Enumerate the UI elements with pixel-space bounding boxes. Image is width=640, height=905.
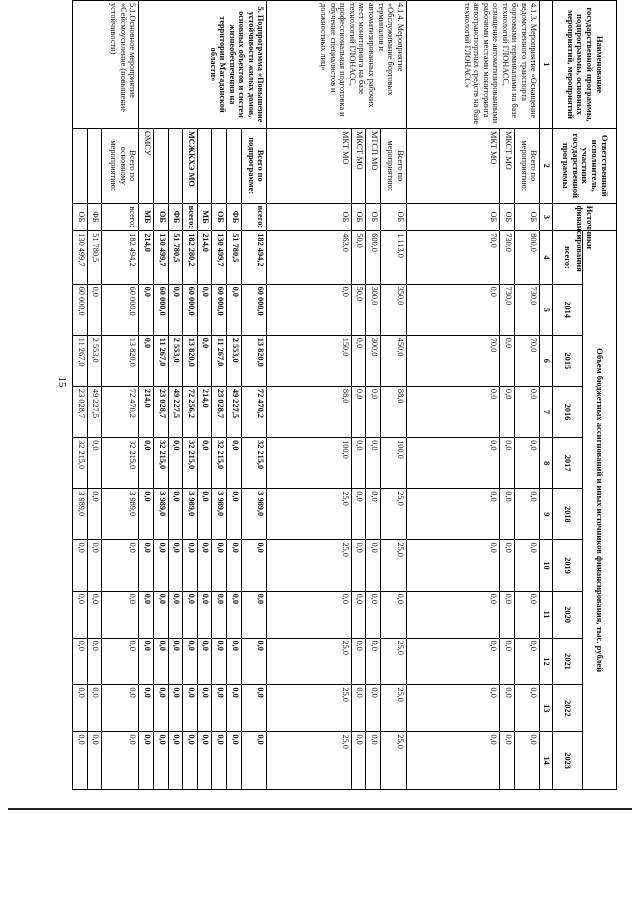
source-cell: ОБ — [406, 203, 499, 231]
header-year: 2021 — [553, 638, 583, 685]
value-cell: 0,0 — [73, 638, 88, 685]
value-cell: 0,0 — [366, 540, 381, 591]
col-number: 9 — [540, 489, 553, 540]
col-number: 10 — [540, 540, 553, 591]
value-cell: 3 989,0 — [73, 489, 88, 540]
value-cell: 32 215,0 — [241, 438, 267, 489]
value-cell: 0,0 — [168, 732, 183, 790]
col-number: 1 — [540, 1, 553, 129]
value-cell: 0,0 — [406, 386, 499, 437]
source-cell: ОБ — [267, 203, 351, 231]
value-cell: 13 820,0 — [102, 335, 139, 386]
header-year: 2022 — [553, 685, 583, 732]
value-cell: 130 499,7 — [153, 231, 168, 284]
value-cell: 0,0 — [514, 638, 540, 685]
value-cell: 25,0 — [267, 732, 351, 790]
value-cell: 730,0 — [514, 284, 540, 335]
executor-cell: МКСТ МО — [351, 128, 366, 203]
executor-cell: Всего по подпрограмме: — [241, 128, 267, 203]
executor-cell — [73, 128, 88, 203]
value-cell: 88,0 — [380, 386, 406, 437]
value-cell: 0,0 — [366, 685, 381, 732]
value-cell: 0,0 — [212, 685, 227, 732]
value-cell: 0,0 — [102, 591, 139, 638]
executor-cell — [212, 128, 227, 203]
value-cell: 70,0 — [406, 231, 499, 284]
source-cell: ОБ — [500, 203, 515, 231]
value-cell: 214,0 — [197, 231, 212, 284]
value-cell: 0,0 — [366, 489, 381, 540]
value-cell: 0,0 — [139, 489, 154, 540]
value-cell: 0,0 — [514, 540, 540, 591]
value-cell: 130 499,7 — [73, 231, 88, 284]
value-cell: 0,0 — [168, 438, 183, 489]
value-cell: 25,0 — [380, 540, 406, 591]
executor-cell: МКТ МО — [267, 128, 351, 203]
value-cell: 0,0 — [406, 284, 499, 335]
value-cell: 0,0 — [500, 335, 515, 386]
value-cell: 0,0 — [139, 732, 154, 790]
source-cell: всего: — [241, 203, 267, 231]
value-cell: 0,0 — [168, 638, 183, 685]
source-cell: ОБ — [212, 203, 227, 231]
value-cell: 0,0 — [168, 540, 183, 591]
table-row — [102, 1, 139, 790]
value-cell: 0,0 — [102, 540, 139, 591]
value-cell: 0,0 — [227, 638, 242, 685]
executor-cell: МТСП МО — [366, 128, 381, 203]
value-cell: 0,0 — [183, 732, 198, 790]
value-cell: 0,0 — [366, 591, 381, 638]
executor-cell: Всего по мероприятию: — [514, 128, 540, 203]
value-cell: 350,0 — [380, 284, 406, 335]
value-cell: 0,0 — [241, 540, 267, 591]
executor-cell: Всего по мероприятию: — [380, 128, 406, 203]
value-cell: 0,0 — [87, 540, 102, 591]
value-cell: 0,0 — [168, 685, 183, 732]
source-cell: ОБ — [351, 203, 366, 231]
value-cell: 11 267,0 — [73, 335, 88, 386]
value-cell: 182 494,2 — [241, 231, 267, 284]
value-cell: 0,0 — [197, 335, 212, 386]
value-cell: 0,0 — [73, 591, 88, 638]
divider-line — [8, 808, 632, 810]
value-cell: 23 028,7 — [73, 386, 88, 437]
value-cell: 0,0 — [153, 638, 168, 685]
value-cell: 0,0 — [139, 685, 154, 732]
col-number: 14 — [540, 732, 553, 790]
executor-cell — [87, 128, 102, 203]
col-number: 4 — [540, 231, 553, 284]
value-cell: 0,0 — [212, 540, 227, 591]
col-number: 5 — [540, 284, 553, 335]
value-cell: 13 820,0 — [241, 335, 267, 386]
value-cell: 0,0 — [73, 685, 88, 732]
value-cell: 0,0 — [197, 591, 212, 638]
value-cell: 0,0 — [102, 732, 139, 790]
value-cell: 730,0 — [500, 284, 515, 335]
value-cell: 49 227,5 — [168, 386, 183, 437]
value-cell: 0,0 — [351, 685, 366, 732]
value-cell: 0,0 — [102, 638, 139, 685]
value-cell: 0,0 — [241, 638, 267, 685]
value-cell: 130 499,7 — [212, 231, 227, 284]
value-cell: 60 000,0 — [183, 284, 198, 335]
executor-cell — [153, 128, 168, 203]
value-cell: 100,0 — [380, 438, 406, 489]
value-cell: 0,0 — [153, 591, 168, 638]
value-cell: 0,0 — [241, 591, 267, 638]
value-cell: 2 553,0 — [227, 335, 242, 386]
value-cell: 0,0 — [366, 638, 381, 685]
value-cell: 0,0 — [197, 489, 212, 540]
value-cell: 0,0 — [139, 638, 154, 685]
value-cell: 0,0 — [351, 438, 366, 489]
value-cell: 0,0 — [500, 732, 515, 790]
executor-cell: МСЖКХЭ МО — [183, 128, 198, 203]
value-cell: 3 989,0 — [241, 489, 267, 540]
value-cell: 0,0 — [241, 732, 267, 790]
value-cell: 3 989,0 — [102, 489, 139, 540]
value-cell: 0,0 — [406, 438, 499, 489]
value-cell: 730,0 — [500, 231, 515, 284]
value-cell: 32 215,0 — [73, 438, 88, 489]
program-name-cell: 4.1.3. Мероприятие «Оснащение ведомственного транспорта бортовыми терминалами на базе технологий ГЛОНАСС, оснащение автоматизированными рабочими местами мониторинга автотранспортных средств на базе технологий ГЛОНАСС» — [406, 1, 540, 129]
value-cell: 0,0 — [514, 591, 540, 638]
header-year: 2014 — [553, 284, 583, 335]
value-cell: 0,0 — [366, 438, 381, 489]
value-cell: 0,0 — [500, 685, 515, 732]
value-cell: 0,0 — [351, 489, 366, 540]
value-cell: 49 227,5 — [227, 386, 242, 437]
source-cell: ОБ — [153, 203, 168, 231]
value-cell: 300,0 — [366, 335, 381, 386]
value-cell: 463,0 — [267, 231, 351, 284]
value-cell: 0,0 — [406, 638, 499, 685]
header-total: всего: — [553, 231, 583, 284]
value-cell: 300,0 — [366, 284, 381, 335]
source-cell: МБ — [139, 203, 154, 231]
value-cell: 32 215,0 — [212, 438, 227, 489]
value-cell: 60 000,0 — [212, 284, 227, 335]
value-cell: 25,0 — [267, 685, 351, 732]
value-cell: 0,0 — [500, 591, 515, 638]
value-cell: 0,0 — [197, 284, 212, 335]
value-cell: 3 989,0 — [183, 489, 198, 540]
value-cell: 11 267,0 — [153, 335, 168, 386]
value-cell: 0,0 — [366, 386, 381, 437]
value-cell: 51 780,5 — [87, 231, 102, 284]
table-row — [514, 1, 540, 790]
program-name-cell: 5. Подпрограмма «Повышение устойчивости жилых домов, основных объектов и систем жизнеобеспечения на территории Магаданской области» — [139, 1, 267, 129]
value-cell: 0,0 — [212, 732, 227, 790]
value-cell: 0,0 — [500, 438, 515, 489]
value-cell: 50,0 — [351, 231, 366, 284]
value-cell: 70,0 — [514, 335, 540, 386]
value-cell: 0,0 — [500, 489, 515, 540]
value-cell: 0,0 — [168, 284, 183, 335]
value-cell: 0,0 — [168, 489, 183, 540]
value-cell: 49 227,5 — [87, 386, 102, 437]
value-cell: 0,0 — [406, 489, 499, 540]
value-cell: 0,0 — [153, 732, 168, 790]
value-cell: 0,0 — [212, 591, 227, 638]
source-cell: всего: — [102, 203, 139, 231]
value-cell: 0,0 — [351, 591, 366, 638]
value-cell: 2 553,0 — [87, 335, 102, 386]
value-cell: 214,0 — [139, 386, 154, 437]
value-cell: 0,0 — [227, 540, 242, 591]
executor-cell — [227, 128, 242, 203]
value-cell: 0,0 — [500, 386, 515, 437]
value-cell: 0,0 — [183, 685, 198, 732]
value-cell: 70,0 — [406, 335, 499, 386]
value-cell: 32 215,0 — [102, 438, 139, 489]
value-cell: 0,0 — [227, 284, 242, 335]
value-cell: 51 780,5 — [168, 231, 183, 284]
source-cell: всего: — [183, 203, 198, 231]
source-cell: ОБ — [366, 203, 381, 231]
value-cell: 0,0 — [267, 284, 351, 335]
value-cell: 25,0 — [380, 489, 406, 540]
value-cell: 2 553,0 — [168, 335, 183, 386]
value-cell: 0,0 — [87, 591, 102, 638]
value-cell: 182 494,2 — [102, 231, 139, 284]
col-number: 3 — [540, 203, 553, 231]
budget-table — [72, 0, 617, 790]
header-amounts: Объем бюджетных ассигнований и иных источников финансирования, тыс. рублей — [583, 231, 617, 790]
value-cell: 0,0 — [87, 732, 102, 790]
value-cell: 0,0 — [227, 685, 242, 732]
table-row — [241, 1, 267, 790]
col-number: 7 — [540, 386, 553, 437]
source-cell: ОБ — [73, 203, 88, 231]
value-cell: 0,0 — [514, 438, 540, 489]
value-cell: 25,0 — [380, 638, 406, 685]
value-cell: 60 000,0 — [73, 284, 88, 335]
source-cell: МБ — [197, 203, 212, 231]
value-cell: 0,0 — [73, 540, 88, 591]
value-cell: 0,0 — [267, 591, 351, 638]
value-cell: 0,0 — [87, 489, 102, 540]
value-cell: 0,0 — [197, 638, 212, 685]
value-cell: 50,0 — [351, 284, 366, 335]
value-cell: 72 470,2 — [102, 386, 139, 437]
value-cell: 214,0 — [139, 231, 154, 284]
header-year: 2023 — [553, 732, 583, 790]
value-cell: 0,0 — [87, 638, 102, 685]
value-cell: 88,0 — [267, 386, 351, 437]
value-cell: 0,0 — [241, 685, 267, 732]
value-cell: 25,0 — [267, 540, 351, 591]
source-cell: ОБ — [514, 203, 540, 231]
value-cell: 0,0 — [139, 540, 154, 591]
source-cell: ФБ — [227, 203, 242, 231]
value-cell: 0,0 — [500, 638, 515, 685]
value-cell: 0,0 — [139, 335, 154, 386]
col-number: 13 — [540, 685, 553, 732]
value-cell: 0,0 — [227, 591, 242, 638]
header-name: Наименование государственной программы, подпрограммы, основных мероприятий, мероприятий — [553, 1, 617, 129]
value-cell: 0,0 — [87, 284, 102, 335]
value-cell: 0,0 — [514, 386, 540, 437]
program-name-cell: 4.1.4. Мероприятие «Обслуживание бортовых терминалов и автоматизированных рабочих мест мониторинга на базе технологий ГЛОНАСС, профессиональная подготовка и обучение специалистов и должностных лиц» — [267, 1, 406, 129]
value-cell: 25,0 — [267, 489, 351, 540]
value-cell: 0,0 — [168, 591, 183, 638]
value-cell: 0,0 — [153, 540, 168, 591]
value-cell: 13 820,0 — [183, 335, 198, 386]
rotated-table-area — [72, 0, 617, 790]
value-cell: 0,0 — [139, 284, 154, 335]
value-cell: 0,0 — [227, 732, 242, 790]
value-cell: 51 780,5 — [227, 231, 242, 284]
executor-cell — [168, 128, 183, 203]
executor-cell: МКТ МО — [406, 128, 499, 203]
value-cell: 3 989,0 — [212, 489, 227, 540]
value-cell: 25,0 — [267, 638, 351, 685]
value-cell: 3 989,0 — [153, 489, 168, 540]
value-cell: 600,0 — [366, 231, 381, 284]
source-cell: ФБ — [87, 203, 102, 231]
value-cell: 11 267,0 — [212, 335, 227, 386]
executor-cell: МКСТ МО — [500, 128, 515, 203]
value-cell: 0,0 — [351, 540, 366, 591]
column-number-row — [540, 1, 553, 790]
value-cell: 0,0 — [197, 540, 212, 591]
col-number: 8 — [540, 438, 553, 489]
value-cell: 0,0 — [87, 438, 102, 489]
value-cell: 72 256,2 — [183, 386, 198, 437]
value-cell: 0,0 — [227, 489, 242, 540]
value-cell: 0,0 — [500, 540, 515, 591]
header-year: 2015 — [553, 335, 583, 386]
source-cell: ФБ — [168, 203, 183, 231]
value-cell: 0,0 — [351, 638, 366, 685]
value-cell: 0,0 — [366, 732, 381, 790]
program-name-cell: 5.1.Основное мероприятие «Сейсмоусиление (повышение устойчивости) — [73, 1, 139, 129]
value-cell: 0,0 — [183, 638, 198, 685]
source-cell: ОБ — [380, 203, 406, 231]
value-cell: 0,0 — [406, 732, 499, 790]
col-number: 6 — [540, 335, 553, 386]
executor-cell — [197, 128, 212, 203]
value-cell: 0,0 — [351, 335, 366, 386]
table-header — [540, 1, 617, 790]
value-cell: 0,0 — [406, 540, 499, 591]
col-number: 11 — [540, 591, 553, 638]
value-cell: 0,0 — [183, 540, 198, 591]
value-cell: 32 215,0 — [153, 438, 168, 489]
value-cell: 0,0 — [153, 685, 168, 732]
value-cell: 214,0 — [197, 386, 212, 437]
table-body — [73, 1, 540, 790]
header-year: 2018 — [553, 489, 583, 540]
value-cell: 0,0 — [351, 732, 366, 790]
page-number: 15 — [56, 376, 68, 388]
value-cell: 0,0 — [406, 591, 499, 638]
value-cell: 100,0 — [267, 438, 351, 489]
value-cell: 0,0 — [212, 638, 227, 685]
value-cell: 150,0 — [267, 335, 351, 386]
header-year: 2019 — [553, 540, 583, 591]
value-cell: 0,0 — [197, 438, 212, 489]
value-cell: 1 113,0 — [380, 231, 406, 284]
value-cell: 0,0 — [139, 591, 154, 638]
value-cell: 60 000,0 — [241, 284, 267, 335]
value-cell: 23 028,7 — [212, 386, 227, 437]
header-source: Источники финансирования — [553, 203, 617, 231]
executor-cell: Всего по основному мероприятию: — [102, 128, 139, 203]
header-executor: Ответственный исполнитель, участник государственной программы — [553, 128, 617, 203]
value-cell: 0,0 — [102, 685, 139, 732]
value-cell: 0,0 — [139, 438, 154, 489]
value-cell: 32 215,0 — [183, 438, 198, 489]
value-cell: 0,0 — [87, 685, 102, 732]
executor-cell: ОМСУ — [139, 128, 154, 203]
value-cell: 0,0 — [73, 732, 88, 790]
value-cell: 60 000,0 — [102, 284, 139, 335]
value-cell: 0,0 — [351, 386, 366, 437]
value-cell: 0,0 — [514, 685, 540, 732]
header-year: 2020 — [553, 591, 583, 638]
value-cell: 23 028,7 — [153, 386, 168, 437]
value-cell: 0,0 — [380, 591, 406, 638]
value-cell: 0,0 — [514, 732, 540, 790]
value-cell: 800,0 — [514, 231, 540, 284]
value-cell: 72 470,2 — [241, 386, 267, 437]
value-cell: 450,0 — [380, 335, 406, 386]
value-cell: 60 000,0 — [153, 284, 168, 335]
header-year: 2016 — [553, 386, 583, 437]
value-cell: 0,0 — [406, 685, 499, 732]
value-cell: 0,0 — [227, 438, 242, 489]
value-cell: 0,0 — [514, 489, 540, 540]
col-number: 12 — [540, 638, 553, 685]
value-cell: 0,0 — [197, 732, 212, 790]
header-year: 2017 — [553, 438, 583, 489]
value-cell: 182 280,2 — [183, 231, 198, 284]
table-row — [380, 1, 406, 790]
value-cell: 25,0 — [380, 685, 406, 732]
value-cell: 0,0 — [197, 685, 212, 732]
col-number: 2 — [540, 128, 553, 203]
value-cell: 25,0 — [380, 732, 406, 790]
value-cell: 0,0 — [183, 591, 198, 638]
